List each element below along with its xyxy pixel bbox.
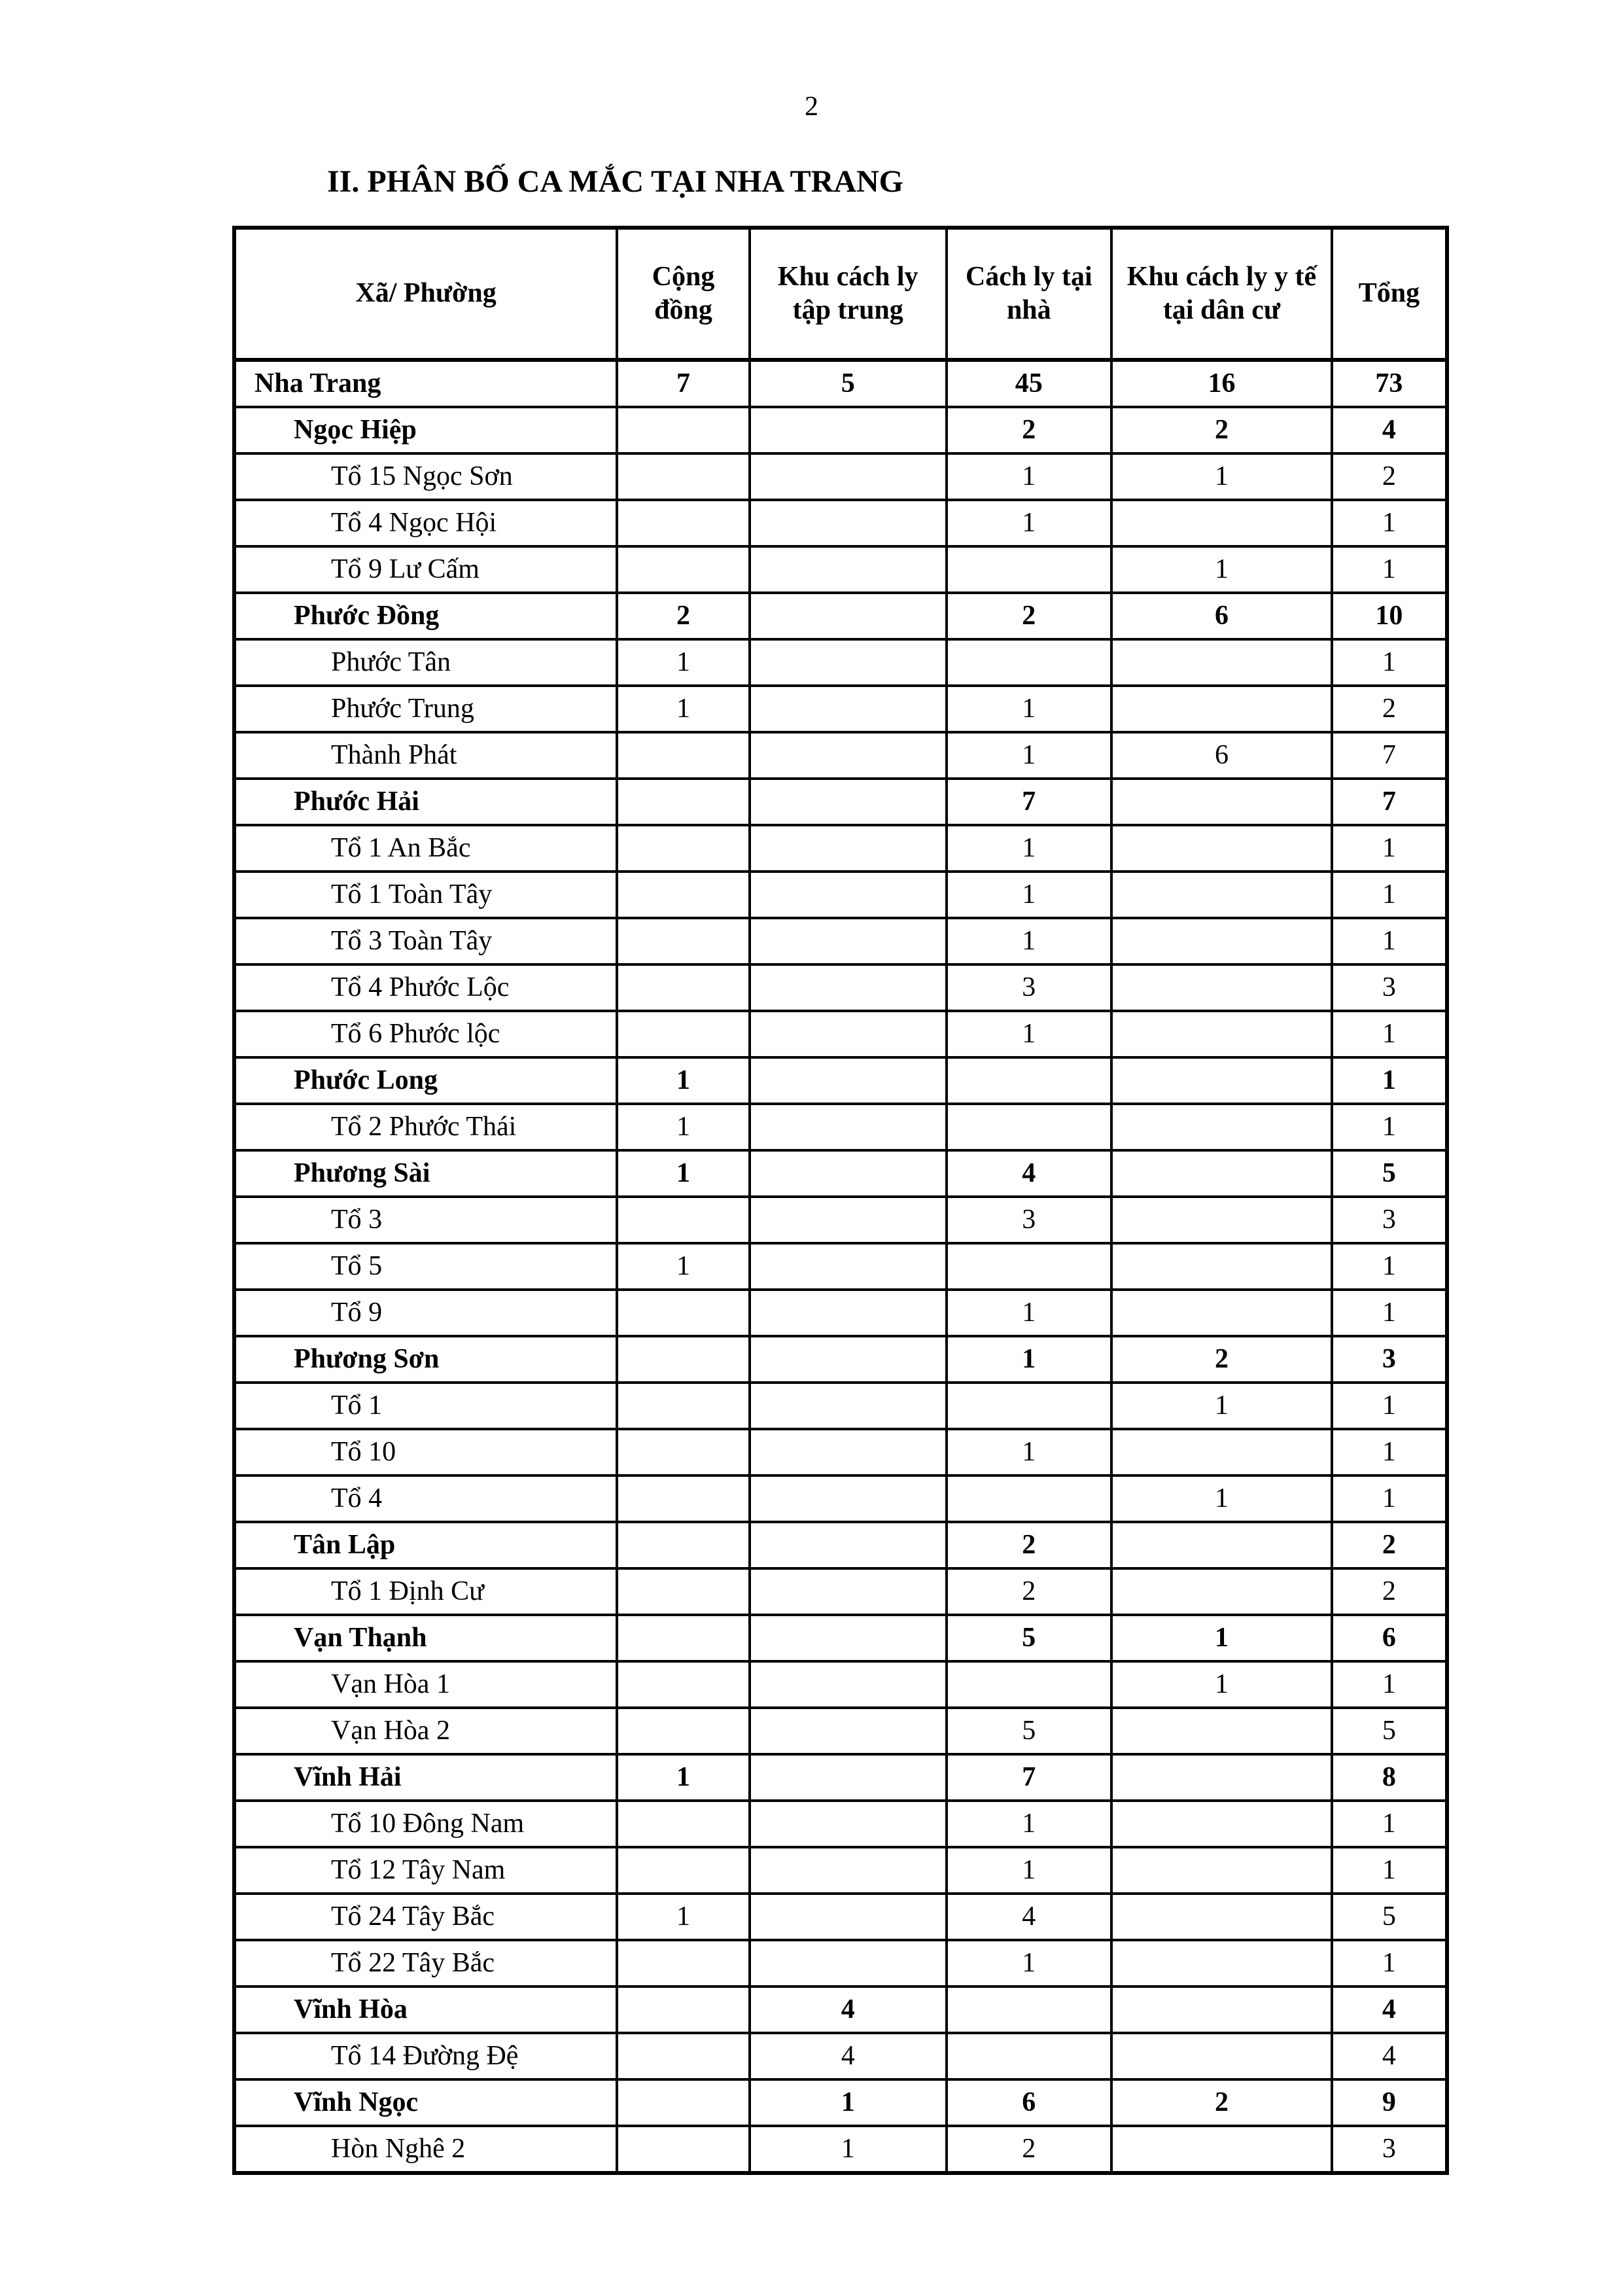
- case-count: [1111, 1057, 1332, 1104]
- table-row: [234, 1894, 1447, 1940]
- case-count: [1111, 2126, 1332, 2173]
- table-row: [234, 964, 1447, 1011]
- case-count: [750, 1057, 947, 1104]
- case-count: [617, 825, 750, 872]
- case-count: 9: [1332, 2079, 1447, 2126]
- case-count: 1: [1111, 1661, 1332, 1708]
- case-count: [1111, 1290, 1332, 1336]
- case-count: 6: [1111, 593, 1332, 639]
- locality-name: Vĩnh Hải: [234, 1754, 617, 1801]
- table-row: [234, 1290, 1447, 1336]
- case-count: 1: [617, 1150, 750, 1197]
- locality-name: Nha Trang: [234, 360, 617, 407]
- case-count: [750, 500, 947, 546]
- locality-name: Tổ 1 Toàn Tây: [234, 872, 617, 918]
- case-count: [1111, 779, 1332, 825]
- case-count: 5: [1332, 1150, 1447, 1197]
- case-count: 1: [617, 639, 750, 686]
- table-row: [234, 1940, 1447, 1987]
- locality-name: Thành Phát: [234, 732, 617, 779]
- table-row: [234, 2033, 1447, 2079]
- case-count: 3: [947, 1197, 1112, 1243]
- case-count: [750, 1940, 947, 1987]
- case-count: 3: [1332, 1336, 1447, 1383]
- case-count: 3: [1332, 2126, 1447, 2173]
- table-header: [234, 228, 1447, 360]
- locality-name: Phước Đồng: [234, 593, 617, 639]
- case-count: [617, 1290, 750, 1336]
- case-count: 1: [617, 1057, 750, 1104]
- case-count: 1: [617, 1104, 750, 1150]
- case-count: 16: [1111, 360, 1332, 407]
- case-count: 1: [617, 1894, 750, 1940]
- case-count: [1111, 1940, 1332, 1987]
- case-count: 1: [617, 686, 750, 732]
- case-count: [750, 1847, 947, 1894]
- case-count: 1: [947, 1847, 1112, 1894]
- locality-name: Tổ 3 Toàn Tây: [234, 918, 617, 964]
- locality-name: Tổ 15 Ngọc Sơn: [234, 453, 617, 500]
- case-count: 1: [947, 1011, 1112, 1057]
- case-count: [617, 1383, 750, 1429]
- locality-name: Tổ 14 Đường Đệ: [234, 2033, 617, 2079]
- case-count: 5: [1332, 1708, 1447, 1754]
- table-row: [234, 1661, 1447, 1708]
- locality-name: Vĩnh Hòa: [234, 1987, 617, 2033]
- case-count: 2: [1332, 686, 1447, 732]
- locality-name: Tổ 4 Ngọc Hội: [234, 500, 617, 546]
- case-count: [750, 593, 947, 639]
- case-count: 1: [1332, 1661, 1447, 1708]
- locality-name: Tân Lập: [234, 1522, 617, 1568]
- case-count: 4: [947, 1894, 1112, 1940]
- locality-name: Vĩnh Ngọc: [234, 2079, 617, 2126]
- case-count: 5: [947, 1615, 1112, 1661]
- case-count: [617, 1615, 750, 1661]
- case-count: 4: [947, 1150, 1112, 1197]
- case-count: 1: [1332, 1801, 1447, 1847]
- case-count: [617, 1661, 750, 1708]
- case-count: [617, 453, 750, 500]
- table-row: [234, 1057, 1447, 1104]
- case-count: [750, 1522, 947, 1568]
- case-count: 1: [947, 1290, 1112, 1336]
- case-count: [1111, 1197, 1332, 1243]
- case-count: 1: [1332, 872, 1447, 918]
- case-count: 7: [1332, 779, 1447, 825]
- case-count: 1: [1332, 1940, 1447, 1987]
- case-count: [947, 1987, 1112, 2033]
- case-count: 1: [1332, 825, 1447, 872]
- case-count: [750, 1894, 947, 1940]
- case-count: [617, 2126, 750, 2173]
- case-count: 1: [1332, 1475, 1447, 1522]
- case-count: 1: [750, 2126, 947, 2173]
- case-count: [617, 1197, 750, 1243]
- table-row: [234, 779, 1447, 825]
- case-count: 3: [947, 964, 1112, 1011]
- case-count: [1111, 1708, 1332, 1754]
- case-count: 1: [1111, 1615, 1332, 1661]
- case-count: [750, 1290, 947, 1336]
- locality-name: Tổ 4: [234, 1475, 617, 1522]
- case-count: [617, 1847, 750, 1894]
- page-number: 2: [805, 92, 818, 122]
- case-count: 1: [947, 825, 1112, 872]
- case-count: [750, 407, 947, 453]
- case-count: [617, 872, 750, 918]
- case-count: 45: [947, 360, 1112, 407]
- case-count: 5: [750, 360, 947, 407]
- case-count: 1: [947, 453, 1112, 500]
- case-count: [617, 1568, 750, 1615]
- case-count: [617, 2079, 750, 2126]
- case-count: 2: [617, 593, 750, 639]
- locality-name: Tổ 9: [234, 1290, 617, 1336]
- table-row: [234, 453, 1447, 500]
- table-row: [234, 872, 1447, 918]
- case-count: [1111, 1011, 1332, 1057]
- case-count: [617, 1940, 750, 1987]
- case-count: 2: [1111, 2079, 1332, 2126]
- locality-name: Phước Tân: [234, 639, 617, 686]
- case-count: [617, 2033, 750, 2079]
- case-count: 1: [617, 1754, 750, 1801]
- table-row: [234, 593, 1447, 639]
- case-count: [617, 1336, 750, 1383]
- case-count: [750, 546, 947, 593]
- case-count: [617, 779, 750, 825]
- case-count: [1111, 825, 1332, 872]
- table-row: [234, 1615, 1447, 1661]
- case-count: [947, 546, 1112, 593]
- locality-name: Vạn Hòa 2: [234, 1708, 617, 1754]
- locality-name: Tổ 1 An Bắc: [234, 825, 617, 872]
- case-count: 1: [1111, 1475, 1332, 1522]
- case-count: [947, 1383, 1112, 1429]
- case-count: [617, 500, 750, 546]
- section-title: II. PHÂN BỐ CA MẮC TẠI NHA TRANG: [327, 164, 903, 199]
- case-count: [617, 1011, 750, 1057]
- case-count: [750, 1197, 947, 1243]
- case-count: 4: [1332, 407, 1447, 453]
- case-count: 1: [1111, 453, 1332, 500]
- case-count: [750, 732, 947, 779]
- case-count: 2: [1332, 1568, 1447, 1615]
- case-count: 1: [947, 872, 1112, 918]
- case-count: 2: [947, 593, 1112, 639]
- case-count: [617, 918, 750, 964]
- table-row: [234, 1847, 1447, 1894]
- case-count: [750, 1011, 947, 1057]
- case-count: [1111, 1568, 1332, 1615]
- table-row: [234, 732, 1447, 779]
- case-count: [617, 732, 750, 779]
- case-count: [750, 779, 947, 825]
- case-count: 1: [1332, 639, 1447, 686]
- case-count: [750, 639, 947, 686]
- case-count: [1111, 500, 1332, 546]
- case-count: [947, 1475, 1112, 1522]
- table-body: [234, 360, 1447, 2173]
- case-count: [750, 1150, 947, 1197]
- table-row: [234, 825, 1447, 872]
- locality-name: Phước Hải: [234, 779, 617, 825]
- case-count: [1111, 1243, 1332, 1290]
- case-count: [750, 453, 947, 500]
- case-count: 2: [1332, 1522, 1447, 1568]
- case-count: [1111, 918, 1332, 964]
- locality-name: Tổ 12 Tây Nam: [234, 1847, 617, 1894]
- case-count: [750, 872, 947, 918]
- case-count: 4: [750, 2033, 947, 2079]
- case-count: [617, 1429, 750, 1475]
- case-count: 6: [947, 2079, 1112, 2126]
- locality-name: Tổ 4 Phước Lộc: [234, 964, 617, 1011]
- table-row: [234, 500, 1447, 546]
- case-count: 1: [1111, 1383, 1332, 1429]
- column-header: Cách ly tại nhà: [947, 228, 1112, 360]
- case-count: [1111, 1104, 1332, 1150]
- case-count: 7: [617, 360, 750, 407]
- table-row: [234, 546, 1447, 593]
- case-count: 73: [1332, 360, 1447, 407]
- table-row: [234, 1104, 1447, 1150]
- column-header: Khu cách ly tập trung: [750, 228, 947, 360]
- table-row: [234, 2126, 1447, 2173]
- case-count: 2: [1111, 1336, 1332, 1383]
- locality-name: Hòn Nghê 2: [234, 2126, 617, 2173]
- case-count: [947, 1243, 1112, 1290]
- locality-name: Phước Long: [234, 1057, 617, 1104]
- table-row: [234, 360, 1447, 407]
- case-count: [1111, 1429, 1332, 1475]
- case-count: [947, 639, 1112, 686]
- table-row: [234, 1150, 1447, 1197]
- case-count: [1111, 1801, 1332, 1847]
- case-count: [750, 1429, 947, 1475]
- case-count: 1: [1332, 1057, 1447, 1104]
- case-count: [617, 1475, 750, 1522]
- case-count: [617, 407, 750, 453]
- case-count: [1111, 964, 1332, 1011]
- table-row: [234, 639, 1447, 686]
- locality-name: Tổ 9 Lư Cấm: [234, 546, 617, 593]
- case-count: [750, 686, 947, 732]
- locality-name: Phương Sài: [234, 1150, 617, 1197]
- case-count: 2: [947, 1568, 1112, 1615]
- locality-name: Tổ 1 Định Cư: [234, 1568, 617, 1615]
- locality-name: Tổ 6 Phước lộc: [234, 1011, 617, 1057]
- case-count: [947, 1661, 1112, 1708]
- case-count: 2: [1111, 407, 1332, 453]
- locality-name: Tổ 10: [234, 1429, 617, 1475]
- case-count: 1: [1332, 918, 1447, 964]
- case-count: 1: [947, 1940, 1112, 1987]
- case-count: 7: [947, 1754, 1112, 1801]
- case-count: [750, 964, 947, 1011]
- case-count: [750, 1475, 947, 1522]
- table-row: [234, 1336, 1447, 1383]
- header-row: [234, 228, 1447, 360]
- case-count: 1: [1332, 500, 1447, 546]
- column-header: Cộng đồng: [617, 228, 750, 360]
- case-count: [947, 2033, 1112, 2079]
- locality-name: Tổ 22 Tây Bắc: [234, 1940, 617, 1987]
- case-count: 1: [947, 918, 1112, 964]
- case-distribution-table: [232, 226, 1449, 2175]
- case-count: 1: [1332, 1847, 1447, 1894]
- case-count: 1: [1332, 1429, 1447, 1475]
- case-count: [1111, 1847, 1332, 1894]
- case-count: 1: [1332, 1383, 1447, 1429]
- case-count: [750, 1383, 947, 1429]
- table-row: [234, 2079, 1447, 2126]
- case-count: [750, 825, 947, 872]
- table-row: [234, 1383, 1447, 1429]
- case-count: 1: [947, 686, 1112, 732]
- locality-name: Ngọc Hiệp: [234, 407, 617, 453]
- case-count: [617, 1801, 750, 1847]
- table-row: [234, 1011, 1447, 1057]
- case-count: [750, 1708, 947, 1754]
- case-count: [1111, 1754, 1332, 1801]
- column-header: Xã/ Phường: [234, 228, 617, 360]
- locality-name: Phương Sơn: [234, 1336, 617, 1383]
- case-count: 2: [1332, 453, 1447, 500]
- case-count: 4: [1332, 1987, 1447, 2033]
- case-count: [750, 1104, 947, 1150]
- table-row: [234, 918, 1447, 964]
- case-count: [1111, 1150, 1332, 1197]
- case-count: [1111, 639, 1332, 686]
- case-count: 7: [947, 779, 1112, 825]
- locality-name: Vạn Thạnh: [234, 1615, 617, 1661]
- case-count: [750, 1243, 947, 1290]
- case-count: 5: [1332, 1894, 1447, 1940]
- column-header: Khu cách ly y tế tại dân cư: [1111, 228, 1332, 360]
- table-row: [234, 1754, 1447, 1801]
- case-count: 1: [1332, 1011, 1447, 1057]
- case-count: 7: [1332, 732, 1447, 779]
- case-count: [750, 1801, 947, 1847]
- case-count: [617, 1987, 750, 2033]
- case-count: 1: [750, 2079, 947, 2126]
- table-row: [234, 1429, 1447, 1475]
- case-count: 8: [1332, 1754, 1447, 1801]
- case-count: 1: [1332, 546, 1447, 593]
- column-header: Tổng: [1332, 228, 1447, 360]
- case-count: 1: [947, 1801, 1112, 1847]
- table-row: [234, 1475, 1447, 1522]
- case-count: 1: [1111, 546, 1332, 593]
- case-count: 1: [947, 500, 1112, 546]
- case-count: 1: [947, 1429, 1112, 1475]
- case-count: [1111, 2033, 1332, 2079]
- case-count: [617, 964, 750, 1011]
- table-row: [234, 1243, 1447, 1290]
- table-row: [234, 1522, 1447, 1568]
- case-count: [750, 918, 947, 964]
- case-count: [750, 1754, 947, 1801]
- case-count: [1111, 1894, 1332, 1940]
- case-count: 1: [947, 1336, 1112, 1383]
- case-count: 2: [947, 407, 1112, 453]
- case-count: [750, 1661, 947, 1708]
- table-row: [234, 1568, 1447, 1615]
- case-count: 6: [1332, 1615, 1447, 1661]
- table-row: [234, 407, 1447, 453]
- case-count: 10: [1332, 593, 1447, 639]
- case-count: 1: [1332, 1290, 1447, 1336]
- case-count: 1: [947, 732, 1112, 779]
- case-count: [1111, 686, 1332, 732]
- table-row: [234, 1801, 1447, 1847]
- case-count: [1111, 1987, 1332, 2033]
- table-row: [234, 1987, 1447, 2033]
- table-row: [234, 686, 1447, 732]
- case-count: [947, 1104, 1112, 1150]
- case-count: 2: [947, 2126, 1112, 2173]
- case-count: [750, 1615, 947, 1661]
- locality-name: Tổ 3: [234, 1197, 617, 1243]
- locality-name: Tổ 24 Tây Bắc: [234, 1894, 617, 1940]
- case-count: [1111, 1522, 1332, 1568]
- case-count: [617, 546, 750, 593]
- locality-name: Tổ 2 Phước Thái: [234, 1104, 617, 1150]
- case-count: 4: [1332, 2033, 1447, 2079]
- table-row: [234, 1197, 1447, 1243]
- case-count: 5: [947, 1708, 1112, 1754]
- locality-name: Tổ 10 Đông Nam: [234, 1801, 617, 1847]
- case-count: [617, 1708, 750, 1754]
- case-count: [750, 1336, 947, 1383]
- case-count: [617, 1522, 750, 1568]
- locality-name: Tổ 5: [234, 1243, 617, 1290]
- locality-name: Phước Trung: [234, 686, 617, 732]
- case-count: 2: [947, 1522, 1112, 1568]
- case-count: 4: [750, 1987, 947, 2033]
- case-count: 3: [1332, 964, 1447, 1011]
- case-count: 1: [617, 1243, 750, 1290]
- case-count: [750, 1568, 947, 1615]
- case-count: 3: [1332, 1197, 1447, 1243]
- table-row: [234, 1708, 1447, 1754]
- case-count: 6: [1111, 732, 1332, 779]
- case-count: [1111, 872, 1332, 918]
- case-count: 1: [1332, 1243, 1447, 1290]
- locality-name: Vạn Hòa 1: [234, 1661, 617, 1708]
- case-count: [947, 1057, 1112, 1104]
- case-count: 1: [1332, 1104, 1447, 1150]
- locality-name: Tổ 1: [234, 1383, 617, 1429]
